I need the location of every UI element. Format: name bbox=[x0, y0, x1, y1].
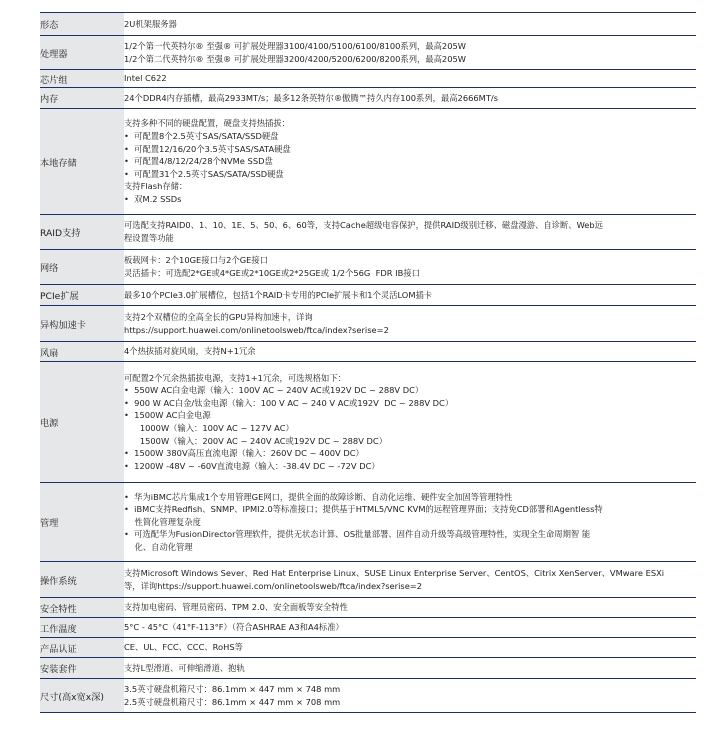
spec-table bbox=[40, 12, 696, 713]
spec-value-line: • 1500W AC白金电源 bbox=[124, 410, 211, 421]
spec-value bbox=[124, 250, 696, 285]
spec-label: PCIe扩展 bbox=[40, 285, 124, 306]
spec-value-line: 1/2个第一代英特尔® 至强® 可扩展处理器3100/4100/5100/6100/8100系列，最高205W bbox=[124, 40, 466, 51]
spec-table-body bbox=[40, 13, 696, 713]
spec-value-line: • 双M.2 SSDs bbox=[124, 193, 182, 204]
spec-row bbox=[40, 36, 696, 70]
spec-label: 芯片组 bbox=[40, 70, 124, 88]
spec-label: 电源 bbox=[40, 362, 124, 483]
spec-value bbox=[124, 285, 696, 306]
spec-value-line: 2U机架服务器 bbox=[124, 18, 177, 29]
spec-value bbox=[124, 562, 696, 598]
spec-label: 内存 bbox=[40, 88, 124, 109]
spec-label: 形态 bbox=[40, 13, 124, 36]
spec-value bbox=[124, 342, 696, 362]
spec-row bbox=[40, 88, 696, 109]
spec-label: 操作系统 bbox=[40, 562, 124, 598]
spec-label: 处理器 bbox=[40, 36, 124, 70]
spec-value-line: • 可配置31个2.5英寸SAS/SATA/SSD硬盘 bbox=[124, 168, 284, 179]
spec-value bbox=[124, 483, 696, 562]
spec-value-line: • iBMC支持Redfish、SNMP、IPMI2.0等标准接口；提供基于HTML5/VNC KVM的远程管理界面；支持免CD部署和Agentless特 bbox=[124, 504, 603, 515]
spec-value-line: https://support.huawei.com/onlinetoolsweb/ftca/index?serise=2 bbox=[124, 324, 389, 335]
spec-value-line: • 华为iBMC芯片集成1个专用管理GE网口，提供全面的故障诊断、自动化运维、硬件安全加固等管理特性 bbox=[124, 491, 513, 502]
spec-value-line: • 900 W AC白金/钛金电源（输入：100 V AC ~ 240 V AC或192V DC ~ 288V DC） bbox=[124, 397, 454, 408]
spec-value-line: 支持Microsoft Windows Sever、Red Hat Enterprise Linux、SUSE Linux Enterprise Server、CentOS、Citrix XenServer、VMware ESXi bbox=[124, 567, 665, 578]
spec-row bbox=[40, 306, 696, 342]
spec-label: 产品认证 bbox=[40, 638, 124, 658]
spec-row bbox=[40, 618, 696, 638]
spec-row bbox=[40, 598, 696, 618]
spec-row bbox=[40, 362, 696, 483]
spec-row bbox=[40, 679, 696, 713]
spec-value-line: 化、自动化管理 bbox=[124, 541, 193, 552]
spec-row bbox=[40, 250, 696, 285]
spec-value-line: • 1500W 380V高压直流电源（输入：260V DC ~ 400V DC） bbox=[124, 448, 364, 459]
spec-label: 安装套件 bbox=[40, 658, 124, 679]
spec-value-line: • 可选配华为FusionDirector管理软件，提供无状态计算、OS批量部署、固件自动升级等高级管理特性，实现全生命周期智 能 bbox=[124, 529, 591, 540]
spec-row bbox=[40, 483, 696, 562]
spec-value-line: 最多10个PCIe3.0扩展槽位，包括1个RAID卡专用的PCIe扩展卡和1个灵活LOM插卡 bbox=[124, 289, 433, 300]
spec-value-line: 3.5英寸硬盘机箱尺寸：86.1mm × 447 mm × 748 mm bbox=[124, 683, 341, 694]
spec-label: 异构加速卡 bbox=[40, 306, 124, 342]
spec-row bbox=[40, 70, 696, 88]
spec-value-line: 可配置2个冗余热插拔电源，支持1+1冗余，可选规格如下： bbox=[124, 372, 346, 383]
spec-value-line: 24个DDR4内存插槽，最高2933MT/s；最多12条英特尔®傲腾™持久内存100系列，最高2666MT/s bbox=[124, 92, 499, 103]
spec-value bbox=[124, 598, 696, 618]
spec-value bbox=[124, 109, 696, 215]
spec-label: 尺寸(高x宽x深) bbox=[40, 679, 124, 713]
spec-value-line: • 550W AC白金电源（输入：100V AC ~ 240V AC或192V DC ~ 288V DC） bbox=[124, 385, 424, 396]
spec-value-line: 等，详询https://support.huawei.com/onlinetoolsweb/ftca/index?serise=2 bbox=[124, 580, 423, 591]
spec-value-line: 性简化管理复杂度 bbox=[124, 516, 201, 527]
spec-value bbox=[124, 88, 696, 109]
spec-value bbox=[124, 70, 696, 88]
spec-row bbox=[40, 658, 696, 679]
spec-value bbox=[124, 362, 696, 483]
spec-value bbox=[124, 679, 696, 713]
spec-value-line: CE、UL、FCC、CCC、RoHS等 bbox=[124, 642, 243, 653]
spec-row bbox=[40, 13, 696, 36]
spec-value-line: 程设置等功能 bbox=[124, 233, 174, 243]
spec-value-line: 2.5英寸硬盘机箱尺寸：86.1mm × 447 mm × 708 mm bbox=[124, 696, 341, 707]
spec-value-line: 支持Flash存储： bbox=[124, 181, 188, 192]
spec-value-line: 支持多种不同的硬盘配置，硬盘支持热插拔： bbox=[124, 118, 290, 129]
spec-value-line: • 可配置12/16/20个3.5英寸SAS/SATA硬盘 bbox=[124, 143, 291, 154]
spec-row bbox=[40, 109, 696, 215]
spec-row bbox=[40, 215, 696, 250]
spec-value-line: 1/2个第二代英特尔® 至强® 可扩展处理器3200/4200/5200/6200/8200系列，最高205W bbox=[124, 53, 466, 64]
spec-value-line: 灵活插卡：可选配2*GE或4*GE或2*10GE或2*25GE或 1/2个56G FDR IB接口 bbox=[124, 268, 420, 278]
spec-label: RAID支持 bbox=[40, 215, 124, 250]
spec-row bbox=[40, 285, 696, 306]
spec-value-line: 4个热拔插对旋风扇，支持N+1冗余 bbox=[124, 346, 256, 357]
spec-label: 安全特性 bbox=[40, 598, 124, 618]
spec-label: 风扇 bbox=[40, 342, 124, 362]
spec-value-line: 1000W（输入：100V AC ~ 127V AC） bbox=[124, 423, 294, 433]
spec-value-line: 支持L型滑道、可伸缩滑道、抱轨 bbox=[124, 662, 245, 673]
spec-label: 本地存储 bbox=[40, 109, 124, 215]
spec-value bbox=[124, 306, 696, 342]
spec-value bbox=[124, 36, 696, 70]
spec-value-line: 支持2个双槽位的全高全长的GPU异构加速卡，详询 bbox=[124, 311, 313, 322]
spec-value-line: 可选配支持RAID0、1、10、1E、5、50、6、60等，支持Cache超级电容保护，提供RAID级别迁移、磁盘漫游、自诊断、Web远 bbox=[124, 220, 603, 231]
spec-value-line: 5°C - 45°C（41°F-113°F）（符合ASHRAE A3和A4标准） bbox=[124, 622, 344, 633]
spec-value-line: 支持加电密码、管理员密码、TPM 2.0、安全面板等安全特性 bbox=[124, 602, 348, 613]
spec-value-line: 板载网卡：2个10GE接口与2个GE接口 bbox=[124, 255, 269, 266]
spec-value-line: • 1200W -48V ~ -60V直流电源（输入：-38.4V DC ~ -72V DC） bbox=[124, 460, 380, 471]
spec-label: 网络 bbox=[40, 250, 124, 285]
spec-value-line: • 可配置8个2.5英寸SAS/SATA/SSD硬盘 bbox=[124, 131, 279, 142]
spec-value bbox=[124, 215, 696, 250]
spec-row bbox=[40, 342, 696, 362]
spec-row bbox=[40, 638, 696, 658]
spec-label: 工作温度 bbox=[40, 618, 124, 638]
spec-value bbox=[124, 618, 696, 638]
spec-value bbox=[124, 638, 696, 658]
spec-value-line: Intel C622 bbox=[124, 73, 167, 84]
spec-value-line: • 可配置4/8/12/24/28个NVMe SSD盘 bbox=[124, 156, 273, 167]
spec-value bbox=[124, 658, 696, 679]
spec-row bbox=[40, 562, 696, 598]
spec-label: 管理 bbox=[40, 483, 124, 562]
spec-value-line: 1500W（输入：200V AC ~ 240V AC或192V DC ~ 288V DC） bbox=[124, 435, 387, 446]
spec-value bbox=[124, 13, 696, 36]
